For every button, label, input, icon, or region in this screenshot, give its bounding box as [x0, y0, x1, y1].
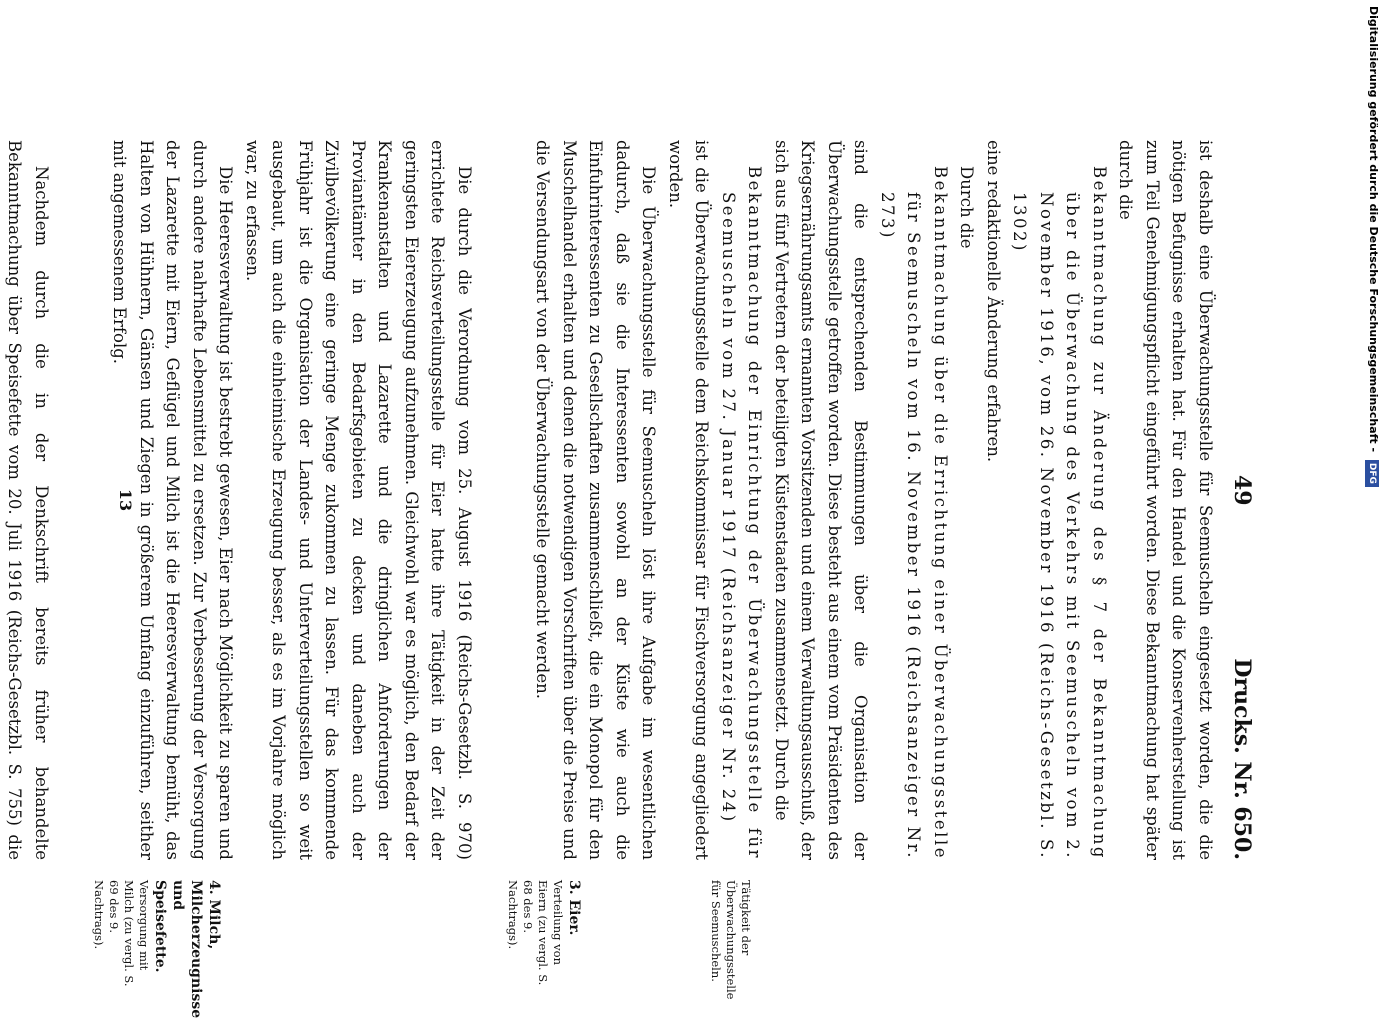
page-number: 49 [1229, 475, 1255, 506]
margin-note-heading: 4. Milch, Milcherzeugnisse und Speisefette. [152, 880, 222, 1018]
margin-note [708, 880, 753, 1000]
decree-title: Bekanntmachung über die Errichtung einer Überwachungsstelle für Seemuscheln vom 16. November 1916 (Reichsanzeiger Nr. 273) [878, 166, 950, 860]
paragraph: ist die Überwachungsstelle dem Reichskommissar für Fischversorgung angegliedert worden. [666, 140, 712, 860]
digitization-note [1364, 6, 1382, 994]
decree-title: Bekanntmachung der Einrichtung der Überwachungsstelle für Seemuscheln vom 27. Januar 1917 (Reichsanzeiger Nr. 24) [719, 166, 765, 860]
paragraph: Die Überwachungsstelle für Seemuscheln löst ihre Aufgabe im wesentlichen dadurch, daß sie die Interessenten sowohl an der Küste wie auch die Einfuhrinteressenten zu Gesellschaften zusammenschließt, die ein Monopol für den Muschelhandel erhalten und denen die notwendigen Vorschriften über die Preise und die Versendungsart von der Überwachungsstelle gemacht werden. [533, 140, 659, 860]
main-text [0, 140, 1218, 860]
signature-mark: 13 [116, 488, 135, 512]
paragraph: Nachdem durch die in der Denkschrift bereits früher behandelte Bekanntmachung über Speisefette vom 20. Juli 1916 (Reichs-Gesetzbl. S. 755) die [5, 140, 51, 860]
margin-note-text: Tätigkeit der Überwachungsstelle für Seemuscheln. [709, 880, 753, 1000]
margin-note-text: Versorgung mit Milch (zu vergl. S. 69 des 9. Nachtrags). [92, 880, 151, 987]
dfg-logo: DFG [1365, 460, 1379, 487]
paragraph: Die durch die Verordnung vom 25. August 1916 (Reichs-Gesetzbl. S. 970) errichtete Reichsverteilungsstelle für Eier hatte ihre Tätigkeit in der Zeit der geringsten Eiererzeugung aufzunehmen. Gleichwohl war es möglich, den Bedarf der Krankenanstalten und Lazarette und die dringlichen Anforderungen der Proviantämter in den Bedarfsgebieten zu decken und daneben auch der Zivilbevölkerung eine geringe Menge zukommen zu lassen. Für das kommende Frühjahr ist die Organisation der Landes- und Unterverteilungsstellen so weit ausgebaut, um auch die einheimische Erzeugung besser, als es im Vorjahre möglich war, zu erfassen. [243, 140, 474, 860]
paragraph: sind die entsprechenden Bestimmungen über die Organisation der Überwachungsstelle getroffen worden. Diese besteht aus einem vom Präsidenten des Kriegsernährungsamts ernannten Vorsitzenden und einem Verwaltungsausschuß, der sich aus fünf Vertretern der beteiligten Küstenstaaten zusammensetzt. Durch die [772, 140, 871, 860]
paragraph: Die Heeresverwaltung ist bestrebt gewesen, Eier nach Möglichkeit zu sparen und durch andere nahrhafte Lebensmittel zu ersetzen. Zur Verbesserung der Versorgung der Lazarette mit Eiern, Geflügel und Milch ist die Heeresverwaltung bemüht, das Halten von Hühnern, Gänsen und Ziegen in größerem Umfang einzuführen, seither mit angemessenem Erfolg. [110, 140, 236, 860]
paragraph: Durch die [957, 166, 977, 249]
paragraph: eine redaktionelle Änderung erfahren. [984, 140, 1003, 463]
paragraph: ist deshalb eine Überwachungsstelle für Seemuscheln eingesetzt worden, die die nötigen Befugnisse erhalten hat. Für den Handel und die Konservenherstellung ist zum Teil Genehmigungspflicht eingeführt worden. Diese Bekanntmachung hat später durch die [1116, 140, 1215, 860]
decree-title: Bekanntmachung zur Änderung des § 7 der Bekanntmachung über die Überwachung des Verkehrs mit Seemuscheln vom 2. November 1916, vom 26. November 1916 (Reichs-Gesetzbl. S. 1302) [1010, 166, 1109, 860]
document-number: Drucks. Nr. 650. [1229, 658, 1255, 860]
margin-note-heading: 3. Eier. [566, 880, 582, 936]
margin-note [505, 880, 583, 990]
margin-note-text: Verteilung von Eiern (zu vergl. S. 68 des 9. Nachtrags). [506, 880, 565, 986]
margin-note [91, 880, 223, 1018]
digitization-text: Digitalisierung gefördert durch die Deutsche Forschungsgemeinschaft - [1367, 6, 1380, 453]
page-header [1225, 140, 1255, 860]
